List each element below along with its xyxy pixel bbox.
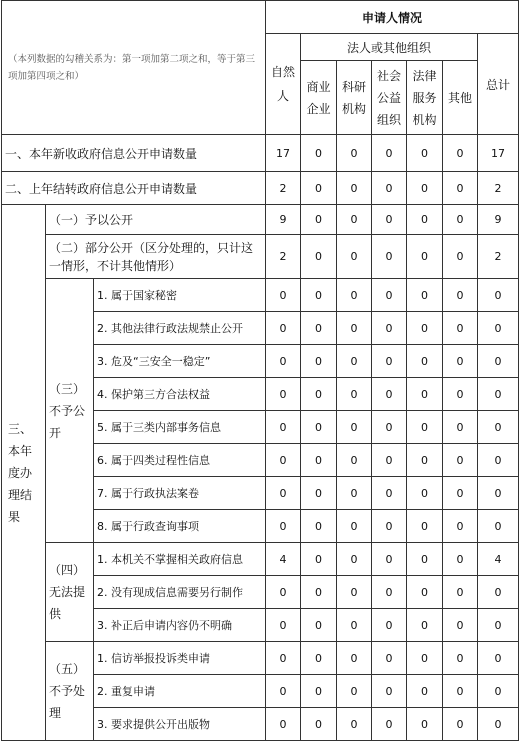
cell: 0 (337, 411, 372, 444)
header-note: （本列数据的勾稽关系为：第一项加第二项之和，等于第三项加第四项之和） (2, 1, 266, 135)
cell: 0 (301, 609, 337, 642)
cell: 0 (266, 345, 301, 378)
cell: 0 (407, 235, 443, 279)
table-row (2, 642, 519, 675)
row-label: 1. 本机关不掌握相关政府信息 (94, 543, 266, 576)
cell: 0 (372, 345, 407, 378)
cell: 0 (301, 477, 337, 510)
cell: 0 (407, 312, 443, 345)
cell: 0 (337, 708, 372, 741)
cell: 0 (443, 312, 478, 345)
row-label: 5. 属于三类内部事务信息 (94, 411, 266, 444)
cell: 2 (478, 235, 519, 279)
cell: 0 (372, 444, 407, 477)
cell: 0 (337, 378, 372, 411)
header-total: 总计 (478, 34, 519, 135)
row-label: 2. 没有现成信息需要另行制作 (94, 576, 266, 609)
cell: 0 (372, 609, 407, 642)
cell: 0 (266, 576, 301, 609)
cell: 0 (372, 378, 407, 411)
cell: 2 (266, 235, 301, 279)
cell: 0 (407, 411, 443, 444)
row-label: 3. 要求提供公开出版物 (94, 708, 266, 741)
cell: 0 (478, 444, 519, 477)
cell: 0 (301, 708, 337, 741)
disclosure-table (1, 0, 519, 741)
cell: 0 (337, 205, 372, 235)
cell: 0 (478, 411, 519, 444)
cell: 0 (266, 477, 301, 510)
row-label: 3. 补正后申请内容仍不明确 (94, 609, 266, 642)
cell: 0 (372, 477, 407, 510)
cell: 0 (407, 543, 443, 576)
cell: 0 (372, 312, 407, 345)
table-row (2, 235, 519, 279)
row-label: 1. 信访举报投诉类申请 (94, 642, 266, 675)
cell: 0 (443, 279, 478, 312)
cell: 0 (337, 675, 372, 708)
row-label: 2. 重复申请 (94, 675, 266, 708)
cell: 0 (301, 543, 337, 576)
header-research: 科研机构 (337, 61, 372, 135)
cell: 0 (337, 444, 372, 477)
cell: 0 (443, 205, 478, 235)
cell: 0 (372, 510, 407, 543)
cell: 0 (301, 411, 337, 444)
cell: 0 (443, 411, 478, 444)
cell: 0 (301, 172, 337, 205)
cell: 0 (266, 312, 301, 345)
cell: 0 (337, 312, 372, 345)
cell: 0 (443, 378, 478, 411)
cell: 0 (443, 345, 478, 378)
cell: 0 (301, 279, 337, 312)
cell: 0 (301, 345, 337, 378)
table-row (2, 135, 519, 172)
cell: 0 (337, 642, 372, 675)
group-5-label: （五）不予处理 (46, 642, 94, 741)
cell: 17 (266, 135, 301, 172)
cell: 0 (301, 444, 337, 477)
cell: 0 (337, 235, 372, 279)
cell: 0 (266, 609, 301, 642)
cell: 0 (407, 378, 443, 411)
cell: 0 (407, 135, 443, 172)
cell: 0 (372, 576, 407, 609)
cell: 0 (478, 378, 519, 411)
header-row-1 (2, 1, 519, 34)
cell: 0 (478, 345, 519, 378)
cell: 0 (266, 510, 301, 543)
cell: 0 (301, 235, 337, 279)
row-label: （二）部分公开（区分处理的，只计这一情形，不计其他情形） (46, 235, 266, 279)
cell: 0 (266, 444, 301, 477)
cell: 0 (443, 642, 478, 675)
row-label: 7. 属于行政执法案卷 (94, 477, 266, 510)
table-row (2, 543, 519, 576)
cell: 0 (443, 576, 478, 609)
row-label: （一）予以公开 (46, 205, 266, 235)
cell: 0 (301, 135, 337, 172)
cell: 0 (443, 172, 478, 205)
header-legal-service: 法律服务机构 (407, 61, 443, 135)
cell: 0 (443, 235, 478, 279)
cell: 0 (443, 543, 478, 576)
group-3-label: （三）不予公开 (46, 279, 94, 543)
cell: 0 (266, 708, 301, 741)
cell: 0 (337, 477, 372, 510)
header-social: 社会公益组织 (372, 61, 407, 135)
header-legal-org: 法人或其他组织 (301, 34, 478, 61)
cell: 0 (301, 378, 337, 411)
cell: 0 (443, 675, 478, 708)
cell: 0 (478, 675, 519, 708)
cell: 4 (266, 543, 301, 576)
cell: 0 (266, 411, 301, 444)
cell: 0 (478, 609, 519, 642)
cell: 4 (478, 543, 519, 576)
cell: 0 (337, 576, 372, 609)
row-label: 二、上年结转政府信息公开申请数量 (2, 172, 266, 205)
cell: 0 (372, 411, 407, 444)
cell: 0 (337, 510, 372, 543)
row-label: 4. 保护第三方合法权益 (94, 378, 266, 411)
table-row (2, 279, 519, 312)
cell: 0 (372, 172, 407, 205)
cell: 0 (478, 642, 519, 675)
table-row (2, 205, 519, 235)
cell: 0 (372, 642, 407, 675)
cell: 0 (443, 477, 478, 510)
cell: 2 (478, 172, 519, 205)
cell: 0 (337, 543, 372, 576)
cell: 0 (266, 279, 301, 312)
cell: 9 (478, 205, 519, 235)
cell: 0 (337, 172, 372, 205)
cell: 0 (443, 444, 478, 477)
cell: 0 (301, 642, 337, 675)
cell: 0 (443, 708, 478, 741)
group-4-label: （四）无法提供 (46, 543, 94, 642)
cell: 0 (301, 510, 337, 543)
cell: 0 (407, 172, 443, 205)
row-label: 一、本年新收政府信息公开申请数量 (2, 135, 266, 172)
row-label: 3. 危及“三安全一稳定” (94, 345, 266, 378)
cell: 0 (407, 345, 443, 378)
cell: 0 (266, 642, 301, 675)
cell: 0 (372, 543, 407, 576)
cell: 0 (301, 205, 337, 235)
cell: 0 (478, 576, 519, 609)
cell: 0 (301, 312, 337, 345)
table-row (2, 172, 519, 205)
cell: 0 (478, 477, 519, 510)
cell: 0 (372, 675, 407, 708)
cell: 17 (478, 135, 519, 172)
cell: 0 (301, 576, 337, 609)
cell: 0 (478, 312, 519, 345)
cell: 9 (266, 205, 301, 235)
cell: 0 (478, 510, 519, 543)
cell: 0 (407, 205, 443, 235)
header-commercial: 商业企业 (301, 61, 337, 135)
cell: 0 (407, 675, 443, 708)
cell: 0 (266, 378, 301, 411)
cell: 0 (407, 642, 443, 675)
cell: 0 (372, 235, 407, 279)
cell: 0 (407, 510, 443, 543)
cell: 0 (337, 345, 372, 378)
cell: 0 (407, 609, 443, 642)
row-label: 2. 其他法律行政法规禁止公开 (94, 312, 266, 345)
header-applicant: 申请人情况 (266, 1, 519, 34)
cell: 0 (407, 279, 443, 312)
cell: 2 (266, 172, 301, 205)
cell: 0 (372, 708, 407, 741)
cell: 0 (372, 135, 407, 172)
cell: 0 (372, 205, 407, 235)
cell: 0 (478, 279, 519, 312)
cell: 0 (443, 510, 478, 543)
cell: 0 (301, 675, 337, 708)
cell: 0 (266, 675, 301, 708)
section-3-label: 三、本年度办理结果 (2, 205, 46, 741)
row-label: 1. 属于国家秘密 (94, 279, 266, 312)
cell: 0 (443, 135, 478, 172)
cell: 0 (407, 576, 443, 609)
cell: 0 (337, 135, 372, 172)
row-label: 6. 属于四类过程性信息 (94, 444, 266, 477)
header-other: 其他 (443, 61, 478, 135)
cell: 0 (337, 609, 372, 642)
cell: 0 (407, 708, 443, 741)
cell: 0 (407, 477, 443, 510)
row-label: 8. 属于行政查询事项 (94, 510, 266, 543)
cell: 0 (478, 708, 519, 741)
cell: 0 (372, 279, 407, 312)
cell: 0 (443, 609, 478, 642)
cell: 0 (337, 279, 372, 312)
cell: 0 (407, 444, 443, 477)
header-natural-person: 自然人 (266, 34, 301, 135)
